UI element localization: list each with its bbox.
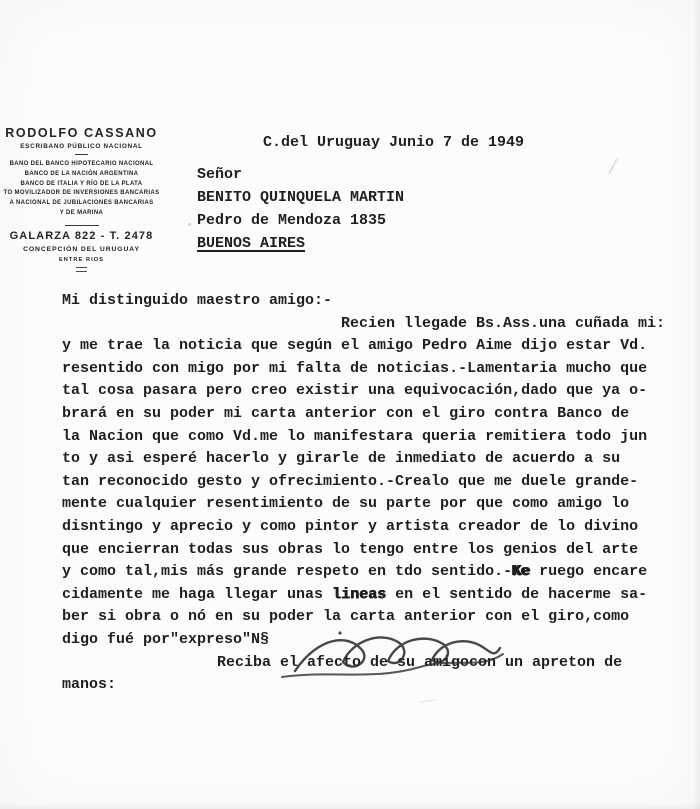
recipient-city: BUENOS AIRES: [197, 235, 306, 252]
body-line: disntingo y aprecio y como pintor y artista creador de lo divino: [62, 517, 639, 535]
letterhead-city: CONCEPCIÓN DEL URUGUAY: [23, 245, 140, 253]
overstruck-text: Ke: [512, 563, 531, 581]
body-line: Recien llegade Bs.Ass.una cuñada mi:: [341, 314, 666, 332]
scan-smudge: [420, 699, 436, 703]
closing-line: Reciba el afecto de su amigocon un apreton de: [217, 653, 623, 671]
letterhead-province: ENTRE RIOS: [58, 256, 105, 263]
body-line: to y asi esperé hacerlo y girarle de inmediato de acuerdo a su: [62, 450, 621, 468]
body-line: [62, 561, 662, 584]
body-line-text: en el sentido de hacerme sa-: [386, 585, 648, 603]
letterhead-title: ESCRIBANO PÚBLICO NACIONAL: [20, 143, 143, 150]
letterhead: [0, 126, 163, 272]
body-line-text: cidamente me haga llegar unas: [62, 585, 333, 603]
letterhead-affiliation: A NACIONAL DE JUBILACIONES BANCARIAS: [9, 200, 154, 207]
letterhead-address: GALARZA 822 - T. 2478: [9, 229, 154, 242]
recipient-salutation: Señor: [197, 166, 243, 183]
body-line: ber si obra o nó en su poder la carta anterior con el giro,como: [62, 608, 630, 626]
recipient-name: BENITO QUINQUELA MARTIN: [197, 189, 405, 206]
scan-smudge: [188, 223, 191, 226]
scan-smudge: [608, 159, 618, 175]
body-line: que encierran todas sus obras lo tengo entre los genios del arte: [62, 540, 639, 558]
body-line: [62, 584, 662, 607]
letterhead-affiliation: BANO DEL BANCO HIPOTECARIO NACIONAL: [9, 161, 154, 167]
body-line-text: ruego encare: [530, 563, 648, 581]
body-line: brará en su poder mi carta anterior con el giro contra Banco de: [62, 404, 630, 422]
scan-edge-shading: [693, 0, 700, 809]
body-line: la Nacion que como Vd.me lo manifestara queria remitiera todo jun: [62, 427, 648, 445]
letterhead-ornament: [76, 267, 87, 272]
body-line: digo fué por"expreso"N§: [62, 630, 270, 648]
body-line: mente cualquier resentimiento de su parte por que como amigo lo: [62, 495, 630, 513]
body-line: tan reconocido gesto y ofrecimiento.-Crealo que me duele grande-: [62, 472, 639, 490]
recipient-block: [197, 163, 404, 255]
closing-line: manos:: [62, 676, 117, 694]
dateline: C.del Uruguay Junio 7 de 1949: [263, 134, 525, 151]
letterhead-name: RODOLFO CASSANO: [5, 126, 158, 140]
letterhead-divider: [65, 225, 99, 226]
body-line-text: y como tal,mis más grande respeto en tdo sentido.-: [62, 563, 513, 581]
letterhead-affiliation: BANCO DE ITALIA Y RÍO DE LA PLATA: [20, 180, 143, 187]
emphasized-word: lineas: [332, 585, 387, 603]
body-line: y me trae la noticia que según el amigo Pedro Aime dijo estar Vd.: [62, 337, 648, 355]
scan-edge-shading: [0, 803, 700, 809]
letterhead-affiliation: BANCO DE LA NACIÓN ARGENTINA: [24, 170, 139, 177]
letterhead-affiliation: Y DE MARINA: [59, 209, 104, 216]
letterhead-affiliation: TO MOVILIZADOR DE INVERSIONES BANCARIAS: [3, 190, 160, 197]
body-line: tal cosa pasara pero creo existir una equivocación,dado que ya o-: [62, 382, 648, 400]
body-line: resentido con migo por mi falta de noticias.-Lamentaria mucho que: [62, 359, 648, 377]
recipient-street: Pedro de Mendoza 1835: [197, 212, 387, 229]
salutation: Mi distinguido maestro amigo:-: [62, 292, 333, 309]
signature-scrawl: [280, 629, 505, 681]
letterhead-divider: [75, 154, 88, 155]
